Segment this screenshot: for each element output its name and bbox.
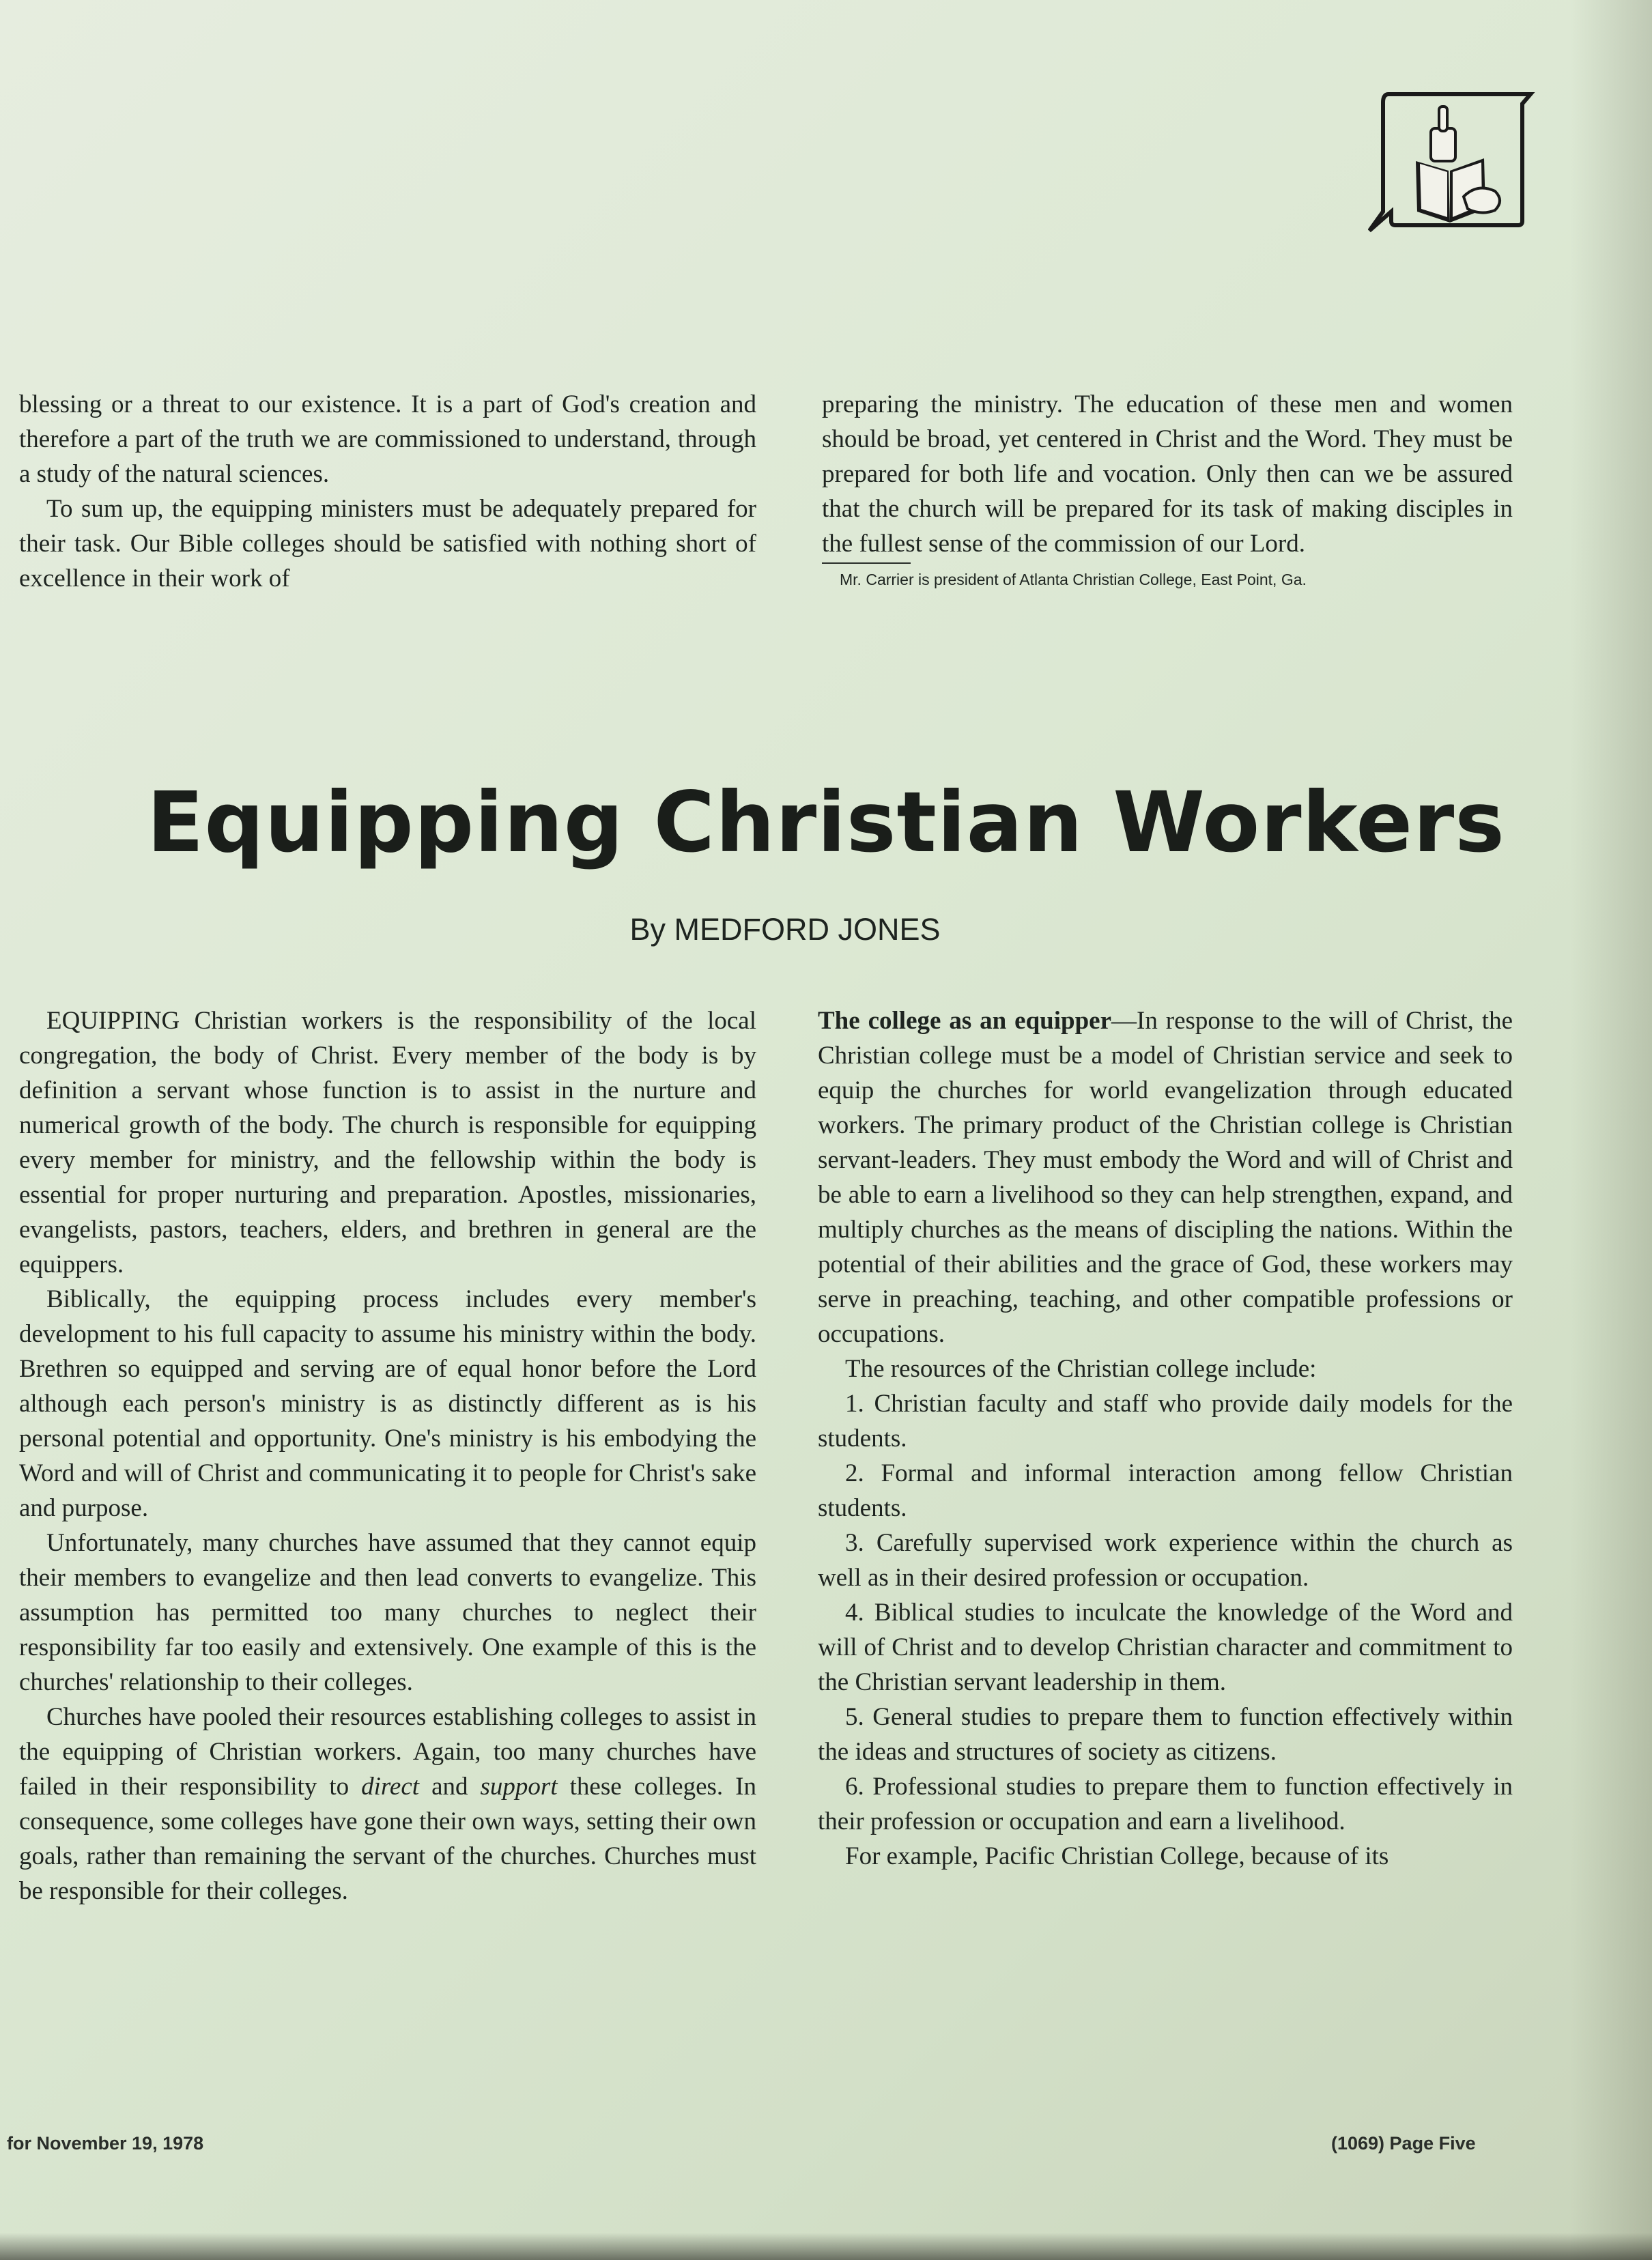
text-run: Churches have pooled their resources establishing colleges to assist in the equipping of Christian workers. Again, too many churches have failed in their responsibility to [19, 1703, 756, 1801]
list-item: 4. Biblical studies to inculcate the knowledge of the Word and will of Christ and to develop Christian character and commitment to the Christian servant leadership in them. [818, 1599, 1513, 1696]
text-run: these colleges. In consequence, some colleges have gone their own ways, setting their own goals, rather than remaining the servant of the churches. Churches must be responsible for their colleges. [19, 1773, 756, 1905]
signature-rule [822, 562, 911, 564]
footer-date: for November 19, 1978 [7, 2133, 204, 2154]
article-paragraph: The resources of the Christian college include: [845, 1355, 1317, 1383]
section-lead-paragraph [818, 1003, 1513, 1351]
article-title: Equipping Christian Workers [147, 774, 1505, 871]
list-item: 6. Professional studies to prepare them to function effectively in their profession or occupation and earn a livelihood. [818, 1773, 1513, 1835]
list-item: 1. Christian faculty and staff who provide daily models for the students. [818, 1390, 1513, 1453]
list-item: 3. Carefully supervised work experience within the church as well as in their desired profession or occupation. [818, 1529, 1513, 1592]
author-note: Mr. Carrier is president of Atlanta Christian College, East Point, Ga. [840, 571, 1307, 588]
section-heading: The college as an equipper [818, 1007, 1112, 1035]
continued-paragraph: To sum up, the equipping ministers must be adequately prepared for their task. Our Bible colleges should be satisfied with nothing short of excellence in their work of [19, 495, 756, 592]
page-bottom-shadow [0, 2233, 1652, 2260]
list-item: 2. Formal and informal interaction among fellow Christian students. [818, 1459, 1513, 1522]
article-paragraph: For example, Pacific Christian College, because of its [845, 1842, 1389, 1870]
continued-text-left [19, 387, 756, 596]
article-column-left [19, 1003, 756, 1908]
text-run: and [419, 1773, 481, 1801]
hand-holding-book-icon [1368, 87, 1536, 235]
article-paragraph: Unfortunately, many churches have assumed that they cannot equip their members to evangelize and then lead converts to evangelize. This assumption has permitted too many churches to neglect their responsibility far too easily and extensively. One example of this is the churches' relationship to their colleges. [19, 1529, 756, 1696]
article-column-right [818, 1003, 1513, 1874]
article-byline: By MEDFORD JONES [629, 912, 941, 947]
article-paragraph: Biblically, the equipping process includes every member's development to his full capacity to assume his ministry within the body. Brethren so equipped and serving are of equal honor before the Lord although each person's ministry is as distinctly different as is his personal potential and opportunity. One's ministry is his embodying the Word and will of Christ and communicating it to people for Christ's sake and purpose. [19, 1285, 756, 1522]
text-run: —In response to the will of Christ, the Christian college must be a model of Christian service and seek to equip the churches for world evangelization through educated workers. The primary product of the Christian college is Christian servant-leaders. They must embody the Word and will of Christ and be able to earn a livelihood so they can help strengthen, expand, and multiply churches as the means of discipling the nations. Within the potential of their abilities and the grace of God, these workers may serve in preaching, teaching, and other compatible professions or occupations. [818, 1007, 1513, 1348]
list-item: 5. General studies to prepare them to function effectively within the ideas and structures of society as citizens. [818, 1703, 1513, 1766]
continued-text-right [822, 387, 1513, 590]
article-paragraph-with-emphasis [19, 1700, 756, 1908]
footer-page-number: (1069) Page Five [1331, 2133, 1476, 2154]
continued-paragraph: blessing or a threat to our existence. It is a part of God's creation and therefore a part of the truth we are commissioned to understand, through a study of the natural sciences. [19, 390, 756, 488]
continued-paragraph: preparing the ministry. The education of these men and women should be broad, yet centered in Christ and the Word. They must be prepared for both life and vocation. Only then can we be assured that the church will be prepared for its task of making disciples in the fullest sense of the commission of our Lord. [822, 390, 1513, 558]
emphasis-direct: direct [361, 1773, 420, 1801]
emphasis-support: support [480, 1773, 558, 1801]
article-paragraph: EQUIPPING Christian workers is the responsibility of the local congregation, the body of Christ. Every member of the body is by definition a servant whose function is to assist in the nurture and numerical growth of the body. The church is responsible for equipping every member for ministry, and the fellowship within the body is essential for proper nurturing and preparation. Apostles, missionaries, evangelists, pastors, teachers, elders, and brethren in general are the equippers. [19, 1007, 756, 1278]
page-edge-shadow [1570, 0, 1652, 2260]
